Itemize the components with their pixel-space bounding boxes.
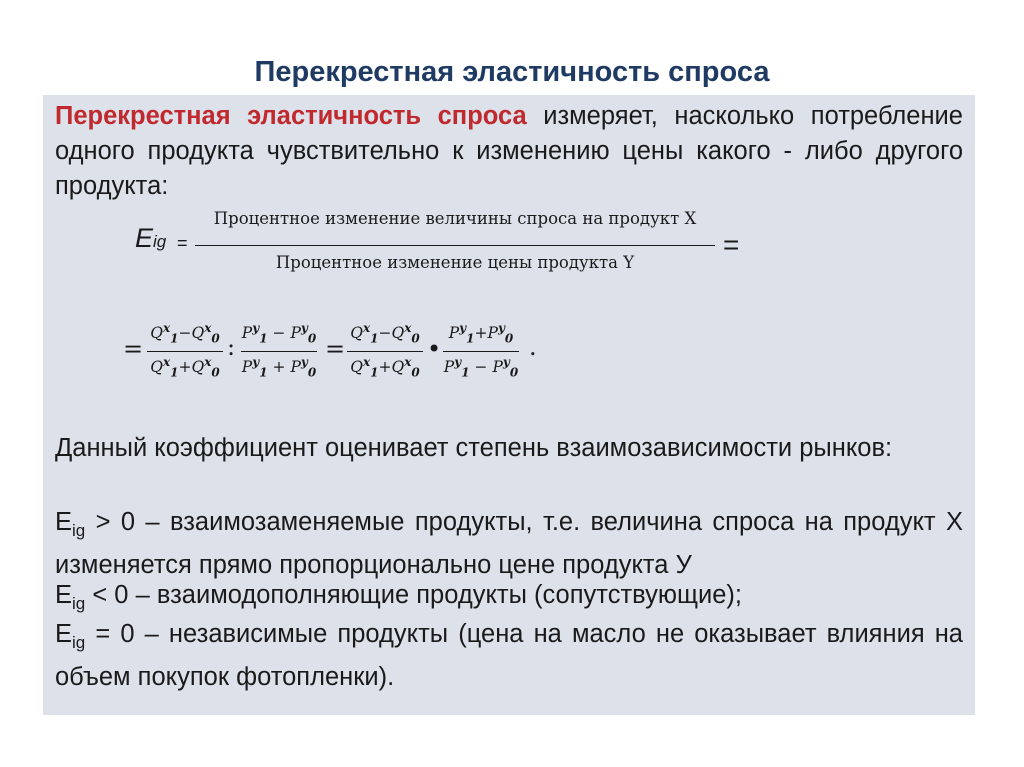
formula-lhs bbox=[135, 223, 166, 254]
formula-expanded bbox=[123, 315, 543, 387]
formula-lhs-subscript: ig bbox=[153, 232, 167, 251]
formula2-lead-eq: = bbox=[123, 335, 144, 363]
fraction-bar bbox=[147, 351, 223, 352]
fraction-p-change-numerator: $P^y_1 - P^y_0$ bbox=[241, 321, 317, 346]
coefficient-paragraph: Данный коэффициент оценивает степень взаимозависимости рынков: bbox=[55, 434, 893, 462]
formula-numerator: Процентное изменение величины спроса на продукт X bbox=[213, 209, 697, 228]
fraction-q-change-2-denominator: $Q^x_1+Q^x_0$ bbox=[350, 355, 420, 380]
intro-term: Перекрестная эластичность спроса bbox=[55, 102, 527, 130]
content-box bbox=[43, 95, 975, 715]
formula-definition bbox=[135, 209, 785, 279]
fraction-p-change-denominator: $P^y_1 + P^y_0$ bbox=[241, 355, 317, 380]
fraction-q-change-numerator: $Q^x_1-Q^x_0$ bbox=[150, 321, 220, 346]
fraction-q-change bbox=[145, 315, 225, 387]
fraction-bar bbox=[443, 351, 519, 352]
fraction-p-inverted-numerator: $P^y_1+P^y_0$ bbox=[448, 321, 514, 346]
fraction-bar bbox=[241, 351, 317, 352]
fraction-p-inverted-denominator: $P^y_1 - P^y_0$ bbox=[443, 355, 519, 380]
fraction-q-change-2-numerator: $Q^x_1-Q^x_0$ bbox=[350, 321, 420, 346]
formula2-multiply: • bbox=[427, 335, 442, 363]
formula2-mid-eq: = bbox=[325, 335, 346, 363]
intro-text-line1: измеряет, насколько bbox=[526, 102, 795, 130]
case-negative: $E_{ig} < 0$ – взаимодополняющие продукты (сопутствующие); bbox=[55, 581, 742, 613]
formula-lhs-symbol: E bbox=[135, 223, 154, 253]
formula-fraction-bar bbox=[195, 245, 715, 246]
fraction-bar bbox=[347, 351, 423, 352]
formula-trailing-eq: = bbox=[723, 229, 740, 260]
intro-paragraph bbox=[55, 99, 963, 204]
slide-title: Перекрестная эластичность спроса bbox=[254, 56, 770, 88]
formula-denominator: Процентное изменение цены продукта Y bbox=[275, 253, 635, 272]
fraction-p-change bbox=[239, 315, 319, 387]
fraction-q-change-denominator: $Q^x_1+Q^x_0$ bbox=[150, 355, 220, 380]
intro-text-rest: потребление одного продукта чувствительно к изменению цены какого - либо другого продукта: bbox=[55, 102, 963, 200]
case-positive: $E_{ig} > 0$ – взаимозаменяемые продукты, т.е. величина спроса на продукт X изменяется прямо пропорционально цене продукта У bbox=[55, 508, 963, 579]
formula2-period: . bbox=[529, 333, 537, 361]
formula-lhs-eq: = bbox=[177, 233, 188, 253]
fraction-p-change-inverted bbox=[441, 315, 521, 387]
case-zero: $E_{ig} = 0$ – независимые продукты (цена на масло не оказывает влияния на объем покупок фотопленки). bbox=[55, 620, 963, 691]
formula2-divide: : bbox=[227, 333, 236, 361]
fraction-q-change-2 bbox=[345, 315, 425, 387]
